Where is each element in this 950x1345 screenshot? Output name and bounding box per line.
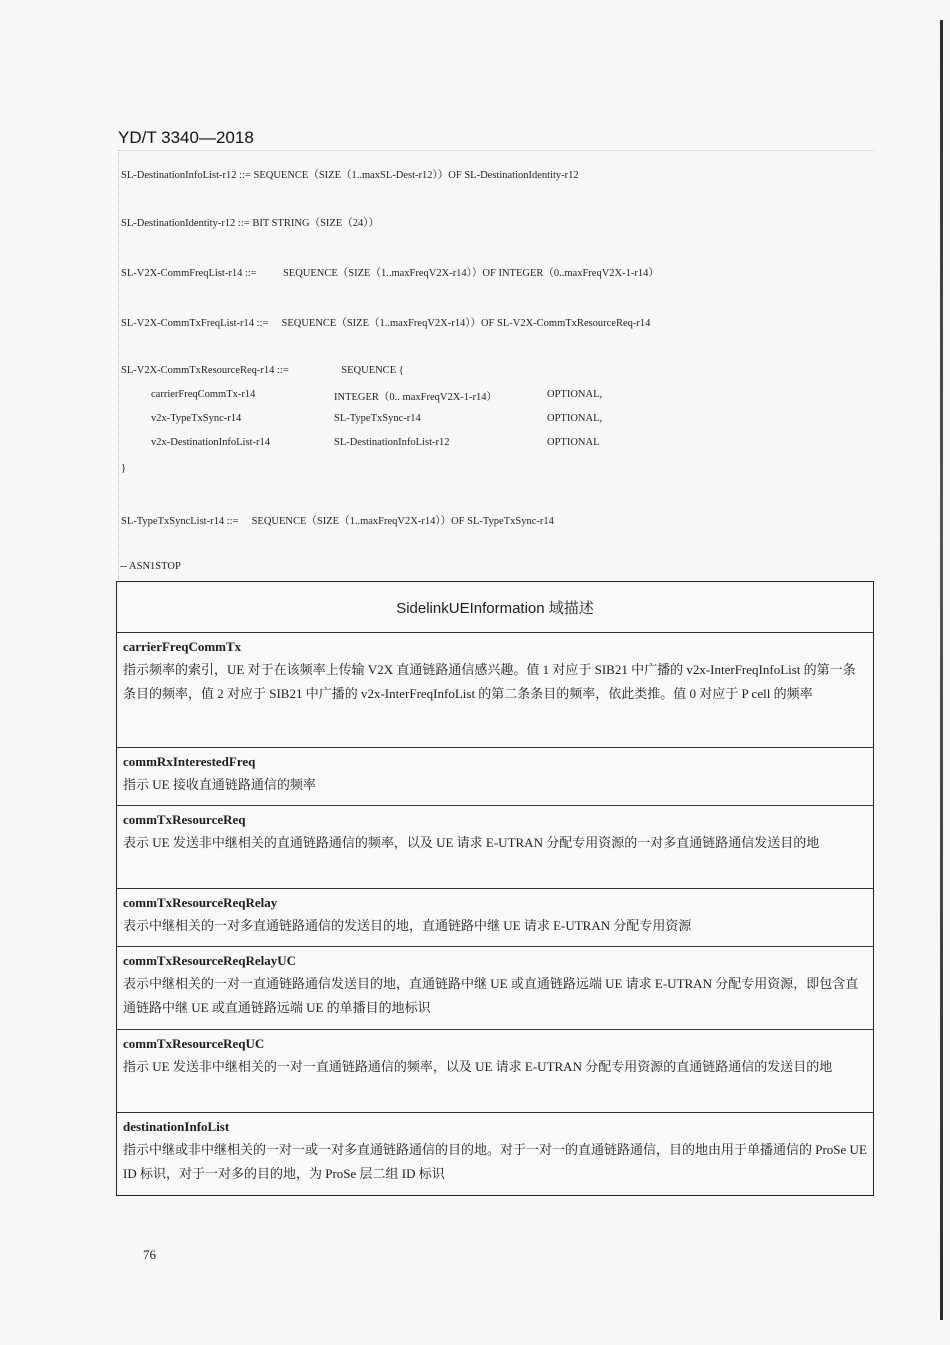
asn-line: SL-V2X-CommFreqList-r14 ::= SEQUENCE（SIZE（1..maxFreqV2X-r14））OF INTEGER（0..maxFreqV2X-1-r14） bbox=[121, 268, 659, 279]
table-row bbox=[117, 633, 874, 748]
page-number: 76 bbox=[143, 1247, 156, 1262]
asn-line: OPTIONAL, bbox=[547, 413, 603, 424]
field-name: commTxResourceReqRelay bbox=[123, 895, 278, 910]
field-name: destinationInfoList bbox=[123, 1119, 230, 1134]
table-row bbox=[117, 947, 874, 1030]
field-description-table bbox=[116, 581, 874, 1196]
asn-line: SL-DestinationIdentity-r12 ::= BIT STRING（SIZE（24）） bbox=[121, 218, 379, 229]
asn-line: v2x-TypeTxSync-r14 bbox=[151, 413, 242, 424]
asn-line: OPTIONAL, bbox=[547, 389, 603, 400]
asn-line: } bbox=[121, 463, 127, 474]
field-description: 指示 UE 发送非中继相关的一对一直通链路通信的频率，以及 UE 请求 E-UTRAN 分配专用资源的直通链路通信的发送目的地 bbox=[123, 1059, 833, 1074]
asn-line: SL-V2X-CommTxFreqList-r14 ::= SEQUENCE（SIZE（1..maxFreqV2X-r14））OF SL-V2X-CommTxResourceReq-r14 bbox=[121, 318, 651, 329]
field-name: commRxInterestedFreq bbox=[123, 754, 256, 769]
asn-line: INTEGER（0.. maxFreqV2X-1-r14） bbox=[334, 392, 498, 403]
asn-line: SL-TypeTxSyncList-r14 ::= SEQUENCE（SIZE（1..maxFreqV2X-r14））OF SL-TypeTxSync-r14 bbox=[121, 516, 554, 527]
field-description: 指示频率的索引，UE 对于在该频率上传输 V2X 直通链路通信感兴趣。值 1 对应于 SIB21 中广播的 v2x-InterFreqInfoList 的第一条条目的频率，值 2 对应于 SIB21 中广播的 v2x-InterFreqInfoList 的第二条条目的频率，依此类推。值 0 对应于 P cell 的频率 bbox=[123, 662, 856, 701]
asn1-stop-marker: -- ASN1STOP bbox=[120, 561, 181, 572]
field-description: 指示中继或非中继相关的一对一或一对多直通链路通信的目的地。对于一对一的直通链路通信，目的地由用于单播通信的 ProSe UE ID 标识，对于一对多的目的地，为 ProSe 层二组 ID 标识 bbox=[123, 1142, 867, 1181]
table-row bbox=[117, 889, 874, 947]
asn-line: SL-DestinationInfoList-r12 bbox=[334, 437, 450, 448]
field-name: carrierFreqCommTx bbox=[123, 639, 242, 654]
table-row bbox=[117, 748, 874, 806]
field-description: 指示 UE 接收直通链路通信的频率 bbox=[123, 777, 316, 792]
asn-line: carrierFreqCommTx-r14 bbox=[151, 389, 256, 400]
page-edge-shadow bbox=[940, 20, 943, 1320]
field-name: commTxResourceReqUC bbox=[123, 1036, 265, 1051]
asn-line: v2x-DestinationInfoList-r14 bbox=[151, 437, 270, 448]
field-description: 表示中继相关的一对多直通链路通信的发送目的地，直通链路中继 UE 请求 E-UTRAN 分配专用资源 bbox=[123, 918, 692, 933]
field-description: 表示 UE 发送非中继相关的直通链路通信的频率，以及 UE 请求 E-UTRAN 分配专用资源的一对多直通链路通信发送目的地 bbox=[123, 835, 820, 850]
table-title: SidelinkUEInformation 域描述 bbox=[117, 582, 874, 633]
field-name: commTxResourceReq bbox=[123, 812, 246, 827]
standard-code: YD/T 3340—2018 bbox=[118, 128, 254, 147]
table-row bbox=[117, 1113, 874, 1196]
asn1-code-block bbox=[118, 150, 874, 579]
asn-line: SL-TypeTxSync-r14 bbox=[334, 413, 421, 424]
table-row bbox=[117, 1030, 874, 1113]
field-description: 表示中继相关的一对一直通链路通信发送目的地，直通链路中继 UE 或直通链路远端 UE 请求 E-UTRAN 分配专用资源，即包含直通链路中继 UE 或直通链路远端 UE 的单播目的地标识 bbox=[123, 976, 859, 1015]
field-name: commTxResourceReqRelayUC bbox=[123, 953, 297, 968]
asn-line: OPTIONAL bbox=[547, 437, 600, 448]
asn-line: SL-DestinationInfoList-r12 ::= SEQUENCE（SIZE（1..maxSL-Dest-r12））OF SL-DestinationIdentity-r12 bbox=[121, 170, 579, 181]
asn-line: SL-V2X-CommTxResourceReq-r14 ::= SEQUENCE { bbox=[121, 365, 404, 376]
table-row bbox=[117, 806, 874, 889]
